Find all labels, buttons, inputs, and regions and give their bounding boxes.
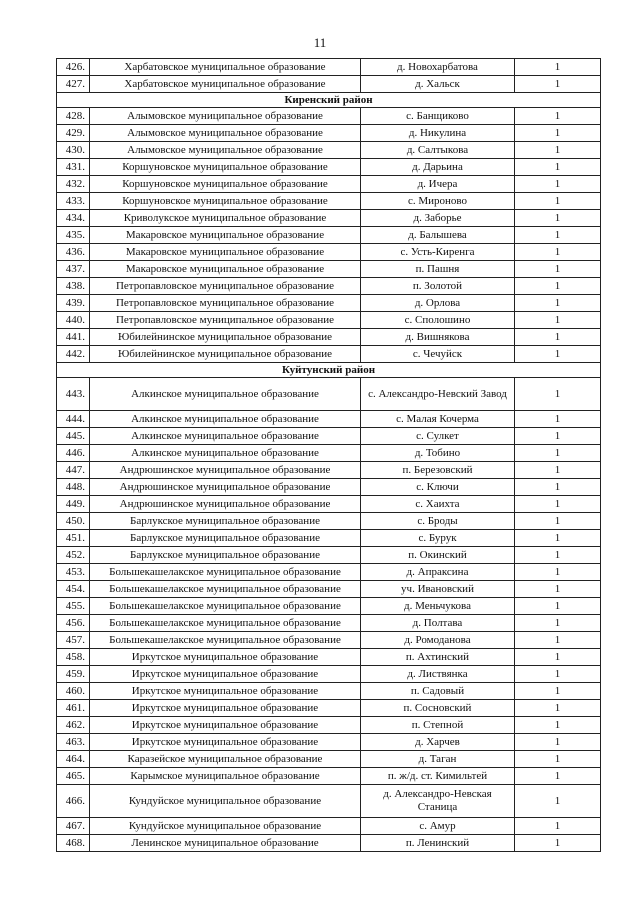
- municipality-name: Большекашелакское муниципальное образование: [90, 564, 361, 581]
- settlement-count: 1: [515, 530, 601, 547]
- table-row: [57, 445, 601, 462]
- settlement-name: д. Листвянка: [361, 666, 515, 683]
- table-row: [57, 176, 601, 193]
- municipality-name: Криволукское муниципальное образование: [90, 210, 361, 227]
- municipality-name: Алкинское муниципальное образование: [90, 411, 361, 428]
- table-row: [57, 261, 601, 278]
- settlement-count: 1: [515, 159, 601, 176]
- row-number: 436.: [57, 244, 90, 261]
- settlement-name: д. Новохарбатова: [361, 59, 515, 76]
- table-row: [57, 598, 601, 615]
- municipality-name: Андрюшинское муниципальное образование: [90, 496, 361, 513]
- settlement-name: с. Мироново: [361, 193, 515, 210]
- table-row: [57, 513, 601, 530]
- settlement-name: д. Таган: [361, 751, 515, 768]
- settlement-name: д. Ромоданова: [361, 632, 515, 649]
- settlement-name: с. Банщиково: [361, 108, 515, 125]
- table-row: [57, 378, 601, 411]
- settlement-count: 1: [515, 666, 601, 683]
- row-number: 429.: [57, 125, 90, 142]
- settlement-count: 1: [515, 227, 601, 244]
- settlement-name: с. Сулкет: [361, 428, 515, 445]
- settlement-count: 1: [515, 329, 601, 346]
- settlement-name: п. Ахтинский: [361, 649, 515, 666]
- settlement-count: 1: [515, 513, 601, 530]
- table-row: [57, 159, 601, 176]
- municipality-name: Юбилейнинское муниципальное образование: [90, 346, 361, 363]
- settlement-name: п. Степной: [361, 717, 515, 734]
- settlement-count: 1: [515, 598, 601, 615]
- table-row: [57, 717, 601, 734]
- municipality-name: Иркутское муниципальное образование: [90, 649, 361, 666]
- table-row: [57, 125, 601, 142]
- settlement-count: 1: [515, 125, 601, 142]
- row-number: 454.: [57, 581, 90, 598]
- settlement-count: 1: [515, 59, 601, 76]
- table-row: [57, 564, 601, 581]
- settlement-count: 1: [515, 818, 601, 835]
- row-number: 440.: [57, 312, 90, 329]
- table-row: [57, 295, 601, 312]
- municipality-name: Большекашелакское муниципальное образование: [90, 598, 361, 615]
- settlement-name: с. Броды: [361, 513, 515, 530]
- settlement-name: д. Балышева: [361, 227, 515, 244]
- settlement-name: уч. Ивановский: [361, 581, 515, 598]
- settlement-name: п. Ленинский: [361, 835, 515, 852]
- settlement-count: 1: [515, 564, 601, 581]
- table-row: [57, 683, 601, 700]
- row-number: 467.: [57, 818, 90, 835]
- row-number: 443.: [57, 378, 90, 411]
- municipality-name: Алкинское муниципальное образование: [90, 378, 361, 411]
- settlement-count: 1: [515, 278, 601, 295]
- row-number: 460.: [57, 683, 90, 700]
- row-number: 450.: [57, 513, 90, 530]
- municipality-name: Иркутское муниципальное образование: [90, 666, 361, 683]
- settlement-count: 1: [515, 734, 601, 751]
- settlement-count: 1: [515, 547, 601, 564]
- row-number: 468.: [57, 835, 90, 852]
- table-row: [57, 547, 601, 564]
- row-number: 435.: [57, 227, 90, 244]
- settlement-count: 1: [515, 768, 601, 785]
- settlement-count: 1: [515, 835, 601, 852]
- table-row: [57, 751, 601, 768]
- page-number: 11: [313, 35, 327, 50]
- row-number: 439.: [57, 295, 90, 312]
- settlement-name: д. Вишнякова: [361, 329, 515, 346]
- table-row: [57, 76, 601, 93]
- row-number: 449.: [57, 496, 90, 513]
- table-row: [57, 479, 601, 496]
- settlement-count: 1: [515, 244, 601, 261]
- municipality-name: Большекашелакское муниципальное образование: [90, 581, 361, 598]
- table-row: [57, 210, 601, 227]
- municipality-name: Петропавловское муниципальное образование: [90, 278, 361, 295]
- row-number: 457.: [57, 632, 90, 649]
- municipality-name: Большекашелакское муниципальное образование: [90, 615, 361, 632]
- row-number: 426.: [57, 59, 90, 76]
- settlement-name: п. Золотой: [361, 278, 515, 295]
- table-row: [57, 700, 601, 717]
- municipality-name: Каразейское муниципальное образование: [90, 751, 361, 768]
- settlement-count: 1: [515, 717, 601, 734]
- municipality-name: Макаровское муниципальное образование: [90, 261, 361, 278]
- settlement-name: с. Бурук: [361, 530, 515, 547]
- municipality-name: Иркутское муниципальное образование: [90, 717, 361, 734]
- settlement-count: 1: [515, 261, 601, 278]
- settlement-count: 1: [515, 785, 601, 818]
- table-row: [57, 428, 601, 445]
- table-row: [57, 835, 601, 852]
- row-number: 447.: [57, 462, 90, 479]
- settlement-count: 1: [515, 193, 601, 210]
- row-number: 434.: [57, 210, 90, 227]
- settlement-name: с. Ключи: [361, 479, 515, 496]
- table-row: [57, 108, 601, 125]
- row-number: 432.: [57, 176, 90, 193]
- settlement-name: п. Садовый: [361, 683, 515, 700]
- settlement-count: 1: [515, 411, 601, 428]
- settlement-name: с. Сполошино: [361, 312, 515, 329]
- settlement-name: д. Никулина: [361, 125, 515, 142]
- settlement-name: с. Малая Кочерма: [361, 411, 515, 428]
- municipality-name: Коршуновское муниципальное образование: [90, 159, 361, 176]
- municipality-name: Макаровское муниципальное образование: [90, 244, 361, 261]
- settlement-name: д. Александро-Невская Станица: [361, 785, 515, 818]
- row-number: 459.: [57, 666, 90, 683]
- row-number: 441.: [57, 329, 90, 346]
- row-number: 464.: [57, 751, 90, 768]
- municipality-name: Петропавловское муниципальное образование: [90, 295, 361, 312]
- row-number: 461.: [57, 700, 90, 717]
- municipality-name: Иркутское муниципальное образование: [90, 734, 361, 751]
- row-number: 451.: [57, 530, 90, 547]
- row-number: 462.: [57, 717, 90, 734]
- municipality-name: Коршуновское муниципальное образование: [90, 193, 361, 210]
- settlement-name: д. Орлова: [361, 295, 515, 312]
- row-number: 446.: [57, 445, 90, 462]
- settlement-name: с. Амур: [361, 818, 515, 835]
- table-row: [57, 59, 601, 76]
- table-row: [57, 193, 601, 210]
- settlement-name: д. Ичера: [361, 176, 515, 193]
- settlement-count: 1: [515, 346, 601, 363]
- table-row: [57, 496, 601, 513]
- municipality-name: Макаровское муниципальное образование: [90, 227, 361, 244]
- table-row: [57, 632, 601, 649]
- row-number: 437.: [57, 261, 90, 278]
- table-row: [57, 227, 601, 244]
- settlement-name: д. Салтыкова: [361, 142, 515, 159]
- table-row: [57, 785, 601, 818]
- municipality-name: Юбилейнинское муниципальное образование: [90, 329, 361, 346]
- table-row: [57, 329, 601, 346]
- settlement-count: 1: [515, 632, 601, 649]
- settlement-name: д. Тобино: [361, 445, 515, 462]
- municipality-name: Харбатовское муниципальное образование: [90, 59, 361, 76]
- municipality-name: Алымовское муниципальное образование: [90, 142, 361, 159]
- municipality-name: Барлукское муниципальное образование: [90, 547, 361, 564]
- settlement-count: 1: [515, 210, 601, 227]
- settlement-name: с. Хаихта: [361, 496, 515, 513]
- table-row: [57, 462, 601, 479]
- municipality-name: Харбатовское муниципальное образование: [90, 76, 361, 93]
- settlement-name: п. ж/д. ст. Кимильтей: [361, 768, 515, 785]
- settlement-name: д. Дарьина: [361, 159, 515, 176]
- settlement-count: 1: [515, 615, 601, 632]
- row-number: 463.: [57, 734, 90, 751]
- table-row: [57, 346, 601, 363]
- settlement-name: п. Сосновский: [361, 700, 515, 717]
- settlement-count: 1: [515, 496, 601, 513]
- row-number: 453.: [57, 564, 90, 581]
- district-title: Куйтунский район: [57, 363, 601, 378]
- row-number: 456.: [57, 615, 90, 632]
- municipality-name: Ленинское муниципальное образование: [90, 835, 361, 852]
- municipality-name: Иркутское муниципальное образование: [90, 700, 361, 717]
- row-number: 465.: [57, 768, 90, 785]
- settlement-count: 1: [515, 108, 601, 125]
- row-number: 448.: [57, 479, 90, 496]
- settlement-name: д. Заборье: [361, 210, 515, 227]
- settlement-name: д. Хальск: [361, 76, 515, 93]
- row-number: 438.: [57, 278, 90, 295]
- table-row: [57, 581, 601, 598]
- row-number: 430.: [57, 142, 90, 159]
- table-row: [57, 312, 601, 329]
- district-header-row: [57, 93, 601, 108]
- settlement-count: 1: [515, 700, 601, 717]
- settlement-count: 1: [515, 581, 601, 598]
- table-row: [57, 734, 601, 751]
- municipality-name: Иркутское муниципальное образование: [90, 683, 361, 700]
- municipality-name: Алымовское муниципальное образование: [90, 125, 361, 142]
- settlement-count: 1: [515, 142, 601, 159]
- municipality-name: Андрюшинское муниципальное образование: [90, 462, 361, 479]
- row-number: 458.: [57, 649, 90, 666]
- settlement-count: 1: [515, 312, 601, 329]
- settlement-count: 1: [515, 649, 601, 666]
- municipality-name: Алкинское муниципальное образование: [90, 428, 361, 445]
- table-row: [57, 411, 601, 428]
- settlement-name: п. Березовский: [361, 462, 515, 479]
- municipality-name: Барлукское муниципальное образование: [90, 513, 361, 530]
- municipality-name: Коршуновское муниципальное образование: [90, 176, 361, 193]
- settlement-count: 1: [515, 479, 601, 496]
- row-number: 442.: [57, 346, 90, 363]
- settlement-count: 1: [515, 295, 601, 312]
- municipality-name: Большекашелакское муниципальное образование: [90, 632, 361, 649]
- settlement-count: 1: [515, 76, 601, 93]
- table-row: [57, 530, 601, 547]
- table-row: [57, 615, 601, 632]
- settlement-count: 1: [515, 683, 601, 700]
- row-number: 431.: [57, 159, 90, 176]
- district-header-row: [57, 363, 601, 378]
- row-number: 455.: [57, 598, 90, 615]
- row-number: 427.: [57, 76, 90, 93]
- settlements-table: [56, 58, 601, 852]
- row-number: 428.: [57, 108, 90, 125]
- table-body: [57, 59, 601, 852]
- row-number: 444.: [57, 411, 90, 428]
- settlement-name: д. Харчев: [361, 734, 515, 751]
- table-row: [57, 142, 601, 159]
- municipality-name: Андрюшинское муниципальное образование: [90, 479, 361, 496]
- municipality-name: Карымское муниципальное образование: [90, 768, 361, 785]
- table-row: [57, 666, 601, 683]
- row-number: 433.: [57, 193, 90, 210]
- municipality-name: Алкинское муниципальное образование: [90, 445, 361, 462]
- district-title: Киренский район: [57, 93, 601, 108]
- municipality-name: Петропавловское муниципальное образование: [90, 312, 361, 329]
- table-row: [57, 818, 601, 835]
- table-row: [57, 244, 601, 261]
- settlement-count: 1: [515, 176, 601, 193]
- settlement-name: с. Чечуйск: [361, 346, 515, 363]
- municipality-name: Алымовское муниципальное образование: [90, 108, 361, 125]
- row-number: 445.: [57, 428, 90, 445]
- settlement-count: 1: [515, 751, 601, 768]
- municipality-name: Кундуйское муниципальное образование: [90, 818, 361, 835]
- settlement-name: с. Усть-Киренга: [361, 244, 515, 261]
- settlement-name: с. Александро-Невский Завод: [361, 378, 515, 411]
- municipality-name: Барлукское муниципальное образование: [90, 530, 361, 547]
- settlement-name: д. Полтава: [361, 615, 515, 632]
- settlement-name: п. Окинский: [361, 547, 515, 564]
- row-number: 466.: [57, 785, 90, 818]
- settlement-name: д. Меньчукова: [361, 598, 515, 615]
- settlement-count: 1: [515, 462, 601, 479]
- table-row: [57, 278, 601, 295]
- settlement-name: д. Апраксина: [361, 564, 515, 581]
- settlement-count: 1: [515, 428, 601, 445]
- settlement-count: 1: [515, 378, 601, 411]
- settlement-name: п. Пашня: [361, 261, 515, 278]
- row-number: 452.: [57, 547, 90, 564]
- table-row: [57, 768, 601, 785]
- table-row: [57, 649, 601, 666]
- municipality-name: Кундуйское муниципальное образование: [90, 785, 361, 818]
- settlement-count: 1: [515, 445, 601, 462]
